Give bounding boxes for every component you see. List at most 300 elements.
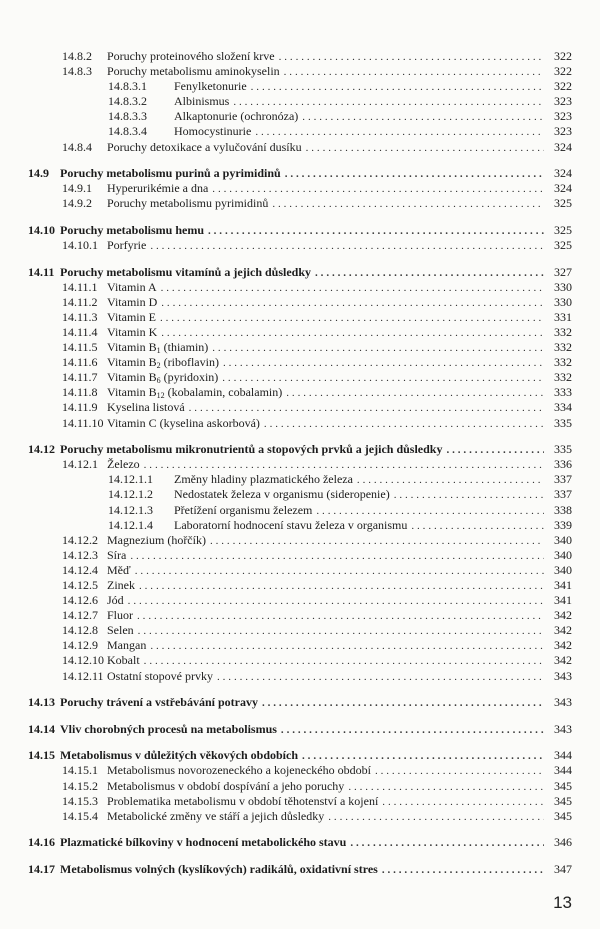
toc-entry-row (0, 238, 600, 253)
toc-title-with-leader (60, 223, 544, 239)
toc-number: 14.12.1.4 (108, 517, 153, 532)
toc-number: 14.11 (28, 264, 55, 279)
toc-title-text: Kyselina listová (107, 400, 185, 415)
toc-title (107, 794, 382, 809)
toc-number: 14.11.2 (62, 294, 98, 309)
toc-title-text: Vitamin B (107, 340, 157, 355)
toc-title-text: Plazmatické bílkoviny v hodnocení metabolického stavu (60, 835, 347, 850)
toc-title-text: Vitamin B (107, 355, 157, 370)
toc-title-with-leader (107, 310, 544, 326)
dot-leader (284, 65, 544, 80)
toc-page-number: 323 (554, 124, 572, 139)
toc-title-with-leader (107, 385, 544, 401)
toc-title (107, 608, 137, 623)
toc-title-text: Poruchy metabolismu purinů a pyrimidinů (60, 166, 281, 181)
toc-title (107, 181, 212, 196)
toc-number: 14.11.4 (62, 325, 98, 339)
toc-title-text: Síra (107, 547, 127, 562)
toc-title (174, 472, 357, 487)
toc-title-text: Poruchy metabolismu mikronutrientů a stopových prvků a jejich důsledky (60, 442, 443, 457)
toc-title-with-leader (107, 49, 544, 65)
dot-leader (130, 549, 544, 564)
toc-section-row (0, 835, 600, 850)
toc-title-text: Přetížení organismu železem (174, 502, 313, 517)
toc-entry-row (0, 310, 600, 325)
dot-leader (210, 534, 544, 549)
dot-leader (350, 836, 544, 851)
toc-page-number: 334 (554, 400, 572, 415)
toc-title-text: Poruchy proteinového složení krve (107, 49, 275, 63)
dot-leader (348, 780, 544, 795)
toc-title-with-leader (107, 416, 544, 432)
toc-title-text: Magnezium (hořčík) (107, 532, 206, 547)
toc-number: 14.8.4 (62, 139, 92, 154)
toc-number: 14.12.1.3 (108, 502, 153, 517)
toc-title-with-leader (174, 472, 544, 488)
toc-title (60, 265, 315, 280)
toc-title (107, 578, 139, 593)
toc-entry-row (0, 457, 600, 472)
toc-section-row (0, 862, 600, 877)
toc-number: 14.13 (28, 695, 55, 710)
toc-title-text: Měď (107, 562, 131, 577)
toc-title-text: Nedostatek železa v organismu (sideropenie) (174, 487, 390, 502)
toc-title-text: Metabolismus volných (kyslíkových) radikálů, oxidativní stres (60, 861, 378, 876)
toc-title (107, 238, 150, 253)
toc-title (60, 442, 446, 457)
toc-entry-row (0, 763, 600, 778)
toc-page-number: 342 (554, 638, 572, 653)
toc-entry-row (0, 487, 600, 502)
toc-number: 14.12 (28, 442, 55, 457)
toc-number: 14.8.3.2 (108, 94, 147, 109)
dot-leader (411, 519, 544, 534)
toc-page-number: 330 (554, 294, 572, 309)
toc-number: 14.10.1 (62, 238, 98, 253)
dot-leader (382, 863, 544, 878)
toc-page-number: 327 (554, 264, 572, 279)
toc-number: 14.16 (28, 835, 55, 850)
toc-page-number: 325 (554, 196, 572, 211)
dot-leader (328, 810, 544, 825)
toc-title-with-leader (107, 340, 544, 356)
dot-leader (286, 386, 544, 401)
toc-entry-row (0, 533, 600, 548)
dot-leader (161, 281, 544, 296)
toc-title-with-leader (174, 79, 544, 95)
toc-title-text: Metabolismus v období dospívání a jeho poruchy (107, 778, 345, 793)
dot-leader (446, 443, 544, 458)
toc-number: 14.11.3 (62, 309, 98, 324)
toc-entry-row (0, 653, 600, 668)
toc-number: 14.11.9 (62, 400, 98, 415)
toc-title-text: Poruchy metabolismu aminokyselin (107, 64, 280, 79)
toc-title-text: Porfyrie (107, 238, 147, 253)
dot-leader (262, 696, 544, 711)
toc-title (60, 722, 281, 737)
toc-number: 14.12.6 (62, 593, 98, 608)
toc-entry-row (0, 124, 600, 139)
toc-title-subscript: 2 (156, 361, 161, 371)
toc-number: 14.12.1.2 (108, 487, 153, 502)
page-number: 13 (553, 893, 572, 912)
toc-title (107, 809, 328, 824)
toc-title (107, 340, 212, 355)
toc-title-suffix: (riboflavin) (160, 355, 219, 370)
toc-title (107, 370, 222, 385)
toc-title-with-leader (60, 166, 544, 182)
toc-page-number: 341 (554, 578, 572, 592)
toc-number: 14.12.8 (62, 623, 98, 638)
toc-entry-row (0, 79, 600, 94)
toc-number: 14.11.7 (62, 370, 98, 385)
toc-entry-row (0, 638, 600, 653)
toc-page-number: 340 (554, 562, 572, 577)
toc-entry-row (0, 578, 600, 593)
toc-number: 14.17 (28, 861, 55, 876)
toc-title (107, 638, 150, 653)
toc-page-number: 343 (554, 695, 572, 710)
dot-leader (139, 579, 544, 594)
toc-title (60, 835, 350, 850)
toc-entry-row (0, 503, 600, 518)
toc-page-number: 324 (554, 166, 572, 181)
dot-leader (302, 110, 544, 125)
toc-title-with-leader (60, 442, 544, 458)
toc-title-with-leader (107, 370, 544, 386)
toc-title-with-leader (107, 548, 544, 564)
toc-title-text: Metabolické změny ve stáří a jejich důsledky (107, 808, 325, 823)
toc-number: 14.8.2 (62, 49, 92, 63)
toc-entry-row (0, 280, 600, 295)
dot-leader (272, 197, 544, 212)
toc-title (174, 503, 316, 518)
toc-title-subscript: 1 (156, 346, 161, 356)
toc-entry-row (0, 416, 600, 431)
toc-number: 14.15.4 (62, 808, 98, 823)
toc-title-with-leader (107, 623, 544, 639)
toc-title-text: Zinek (107, 578, 135, 592)
toc-title-with-leader (174, 109, 544, 125)
toc-title-with-leader (60, 265, 544, 281)
toc-title-with-leader (107, 578, 544, 594)
toc-title-with-leader (107, 809, 544, 825)
toc-page-number: 322 (554, 64, 572, 79)
toc-page-number: 338 (554, 502, 572, 517)
dot-leader (306, 141, 544, 156)
toc-number: 14.11.10 (62, 415, 104, 430)
toc-title-text: Vitamin K (107, 325, 158, 339)
toc-page-number: 325 (554, 238, 572, 253)
toc-number: 14.8.3.3 (108, 109, 147, 124)
dot-leader (160, 311, 544, 326)
toc-title (60, 862, 382, 877)
toc-title (107, 653, 144, 668)
toc-title-text: Vitamin C (kyselina askorbová) (107, 415, 260, 430)
toc-page-number: 337 (554, 472, 572, 487)
toc-title-subscript: 12 (156, 391, 165, 401)
toc-title-with-leader (60, 835, 544, 851)
toc-page-number: 332 (554, 325, 572, 339)
toc-title-subscript: 6 (156, 376, 161, 386)
dot-leader (150, 639, 544, 654)
toc-title-text: Kobalt (107, 653, 140, 668)
toc-entry-row (0, 64, 600, 79)
toc-entry-row (0, 794, 600, 809)
toc-number: 14.15.3 (62, 793, 98, 808)
toc-page-number: 342 (554, 623, 572, 638)
toc-entry-row (0, 779, 600, 794)
toc-title-with-leader (60, 748, 544, 764)
toc-title-text: Metabolismus v důležitých věkových obdobích (60, 748, 299, 763)
toc-page-number: 337 (554, 487, 572, 502)
toc-title-text: Vitamin D (107, 294, 158, 309)
toc-title-with-leader (107, 669, 544, 685)
toc-title-with-leader (107, 280, 544, 296)
toc-page-number: 340 (554, 547, 572, 562)
toc-title (107, 325, 161, 340)
dot-leader (138, 624, 544, 639)
toc-title (107, 355, 223, 370)
toc-page-number: 332 (554, 370, 572, 385)
dot-leader (222, 371, 544, 386)
dot-leader (264, 417, 544, 432)
dot-leader (150, 239, 544, 254)
toc-title-with-leader (60, 862, 544, 878)
toc-title-with-leader (174, 518, 544, 534)
toc-number: 14.8.3.1 (108, 79, 147, 94)
dot-leader (316, 504, 544, 519)
toc-title-with-leader (107, 295, 544, 311)
toc-title (174, 518, 411, 533)
toc-entry-row (0, 472, 600, 487)
toc-page-number: 341 (554, 593, 572, 608)
toc-title-text: Vitamin E (107, 309, 156, 324)
dot-leader (394, 488, 544, 503)
toc-page-number: 332 (554, 340, 572, 355)
dot-leader (212, 182, 544, 197)
toc-number: 14.8.3 (62, 64, 92, 79)
dot-leader (189, 401, 544, 416)
toc-page-number: 344 (554, 763, 572, 778)
dot-leader (285, 167, 544, 182)
toc-page-number: 323 (554, 109, 572, 124)
toc-title (174, 79, 251, 94)
toc-page-number: 339 (554, 517, 572, 532)
toc-section-row (0, 265, 600, 280)
toc-title-with-leader (107, 181, 544, 197)
toc-title (174, 124, 255, 139)
dot-leader (128, 594, 544, 609)
toc-page-number: 342 (554, 608, 572, 623)
toc-title (107, 763, 375, 778)
dot-leader (161, 326, 544, 341)
toc-title (107, 563, 135, 578)
toc-title (174, 94, 233, 109)
toc-title-text: Vitamin B (107, 370, 157, 385)
toc-page-number: 345 (554, 808, 572, 823)
toc-page-number: 324 (554, 139, 572, 154)
toc-title (107, 593, 128, 608)
toc-number: 14.12.2 (62, 532, 98, 547)
toc-page-number: 335 (554, 415, 572, 430)
toc-title (107, 295, 161, 310)
toc-title-with-leader (107, 638, 544, 654)
dot-leader (281, 723, 544, 738)
dot-leader (251, 80, 544, 95)
toc-number: 14.11.8 (62, 385, 98, 400)
toc-title-text: Fenylketonurie (174, 79, 247, 94)
toc-entry-row (0, 325, 600, 340)
toc-title (174, 487, 394, 502)
toc-number: 14.9.1 (62, 181, 92, 196)
toc-page-number: 325 (554, 222, 572, 237)
toc-title-text: Mangan (107, 638, 147, 653)
toc-page-number: 323 (554, 94, 572, 109)
toc-section-row (0, 442, 600, 457)
toc-title-text: Poruchy metabolismu vitamínů a jejich důsledky (60, 264, 312, 279)
toc-section-row (0, 223, 600, 238)
toc-title-with-leader (107, 457, 544, 473)
toc-title-with-leader (174, 124, 544, 140)
toc-page-number: 335 (554, 442, 572, 457)
toc-number: 14.15.2 (62, 778, 98, 793)
toc-title-text: Fluor (107, 608, 134, 623)
toc-title-with-leader (60, 695, 544, 711)
toc-number: 14.12.10 (62, 653, 104, 668)
toc-number: 14.9.2 (62, 196, 92, 211)
dot-leader (233, 95, 544, 110)
toc-page-number: 343 (554, 721, 572, 736)
toc-title (107, 64, 284, 79)
toc-title-with-leader (107, 64, 544, 80)
toc-entry-row (0, 608, 600, 623)
toc-page-number: 322 (554, 79, 572, 94)
toc-entry-row (0, 370, 600, 385)
toc-number: 14.8.3.4 (108, 124, 147, 139)
toc-number: 14.15.1 (62, 763, 98, 778)
toc-title (107, 280, 161, 295)
toc-page-number: 345 (554, 793, 572, 808)
toc-page-number: 322 (554, 49, 572, 63)
toc-page-number: 345 (554, 778, 572, 793)
toc-title-text: Vitamin B (107, 385, 157, 400)
toc-page-number: 347 (554, 861, 572, 876)
toc-title (107, 310, 160, 325)
toc-entry-row (0, 518, 600, 533)
toc-title (107, 385, 286, 400)
toc-title-with-leader (107, 140, 544, 156)
toc-entry-row (0, 563, 600, 578)
toc-entry-row (0, 669, 600, 684)
toc-section-row (0, 166, 600, 181)
toc-title-with-leader (107, 763, 544, 779)
dot-leader (208, 224, 544, 239)
dot-leader (279, 50, 544, 65)
toc-page-number: 343 (554, 668, 572, 683)
toc-entry-row (0, 548, 600, 563)
toc-title-suffix: (kobalamin, cobalamin) (164, 385, 283, 400)
dot-leader (223, 356, 544, 371)
toc-entry-row (0, 385, 600, 400)
toc-number: 14.11.6 (62, 355, 98, 370)
toc-number: 14.15 (28, 748, 55, 763)
toc-title (60, 748, 302, 763)
dot-leader (255, 125, 544, 140)
toc-page-number: 330 (554, 279, 572, 294)
toc-title-text: Albinismus (174, 94, 230, 109)
toc-page-number: 332 (554, 355, 572, 370)
toc-page-number: 333 (554, 385, 572, 400)
toc-title-text: Jód (107, 593, 124, 608)
toc-title (60, 166, 285, 181)
toc-section-row (0, 722, 600, 737)
toc-entry-row (0, 94, 600, 109)
toc-title-with-leader (107, 355, 544, 371)
toc-title-text: Homocystinurie (174, 124, 252, 139)
toc-title-text: Železo (107, 457, 140, 472)
toc-number: 14.11.5 (62, 340, 98, 355)
toc-section-row (0, 748, 600, 763)
toc-title (107, 457, 144, 472)
toc-number: 14.12.1 (62, 457, 98, 472)
toc-title-text: Selen (107, 623, 134, 638)
toc-title-with-leader (107, 593, 544, 609)
toc-title (107, 49, 279, 64)
toc-title-text: Poruchy metabolismu hemu (60, 222, 204, 237)
dot-leader (161, 296, 544, 311)
toc-title-with-leader (107, 794, 544, 810)
toc-entry-row (0, 623, 600, 638)
toc-title-with-leader (60, 722, 544, 738)
dot-leader (217, 670, 544, 685)
toc-entry-row (0, 140, 600, 155)
toc-page-number: 324 (554, 181, 572, 196)
toc-title-text: Poruchy detoxikace a vylučování dusíku (107, 139, 302, 154)
toc-title-text: Vitamin A (107, 279, 157, 294)
toc-section-row (0, 695, 600, 710)
toc-title (107, 400, 189, 415)
toc-number: 14.11.1 (62, 279, 98, 294)
toc-title (60, 223, 208, 238)
toc-title (174, 109, 302, 124)
toc-page-number: 336 (554, 457, 572, 472)
dot-leader (144, 654, 544, 669)
toc-title (107, 623, 138, 638)
toc-entry-row (0, 49, 600, 64)
toc-title (107, 140, 306, 155)
toc-entry-row (0, 593, 600, 608)
toc-number: 14.9 (28, 166, 49, 181)
toc-title-with-leader (107, 325, 544, 341)
dot-leader (137, 609, 544, 624)
toc-number: 14.12.3 (62, 547, 98, 562)
toc-entry-row (0, 400, 600, 415)
toc-title-text: Změny hladiny plazmatického železa (174, 472, 353, 487)
toc-page-number: 344 (554, 748, 572, 763)
toc-number: 14.10 (28, 222, 55, 237)
toc-title-with-leader (107, 238, 544, 254)
toc-number: 14.14 (28, 721, 55, 736)
toc-title (107, 533, 210, 548)
toc-title-with-leader (107, 533, 544, 549)
toc-title-text: Problematika metabolismu v období těhotenství a kojení (107, 793, 379, 808)
toc-title-with-leader (107, 196, 544, 212)
toc-entry-row (0, 181, 600, 196)
toc-entry-row (0, 295, 600, 310)
toc-title-text: Vliv chorobných procesů na metabolismus (60, 721, 277, 736)
toc-title-with-leader (107, 653, 544, 669)
